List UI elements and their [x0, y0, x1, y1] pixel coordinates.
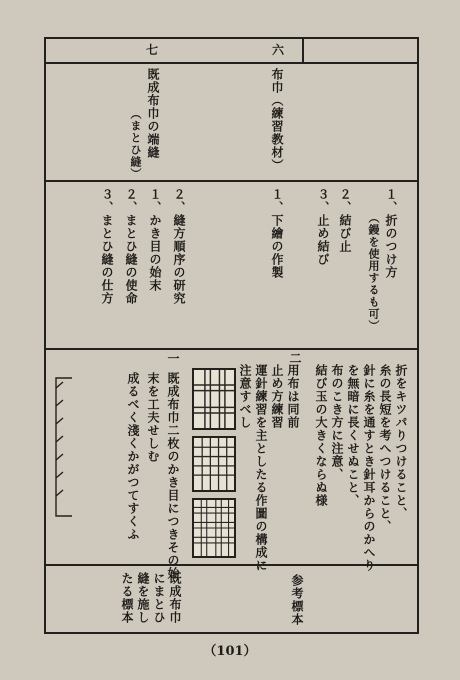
item-sewing-order: ２、縫方順序の研究: [172, 188, 186, 305]
note-line-3: 針に糸を通すとき針耳からのかへり: [362, 364, 376, 572]
note-edge-1: 既成布巾二枚のかき目につきその始: [166, 372, 180, 580]
note-line-6: 結び玉の大きくならぬ様: [314, 364, 328, 507]
note-line-5: 布のこき方に注意、: [330, 364, 344, 481]
header-divider: [302, 37, 304, 63]
header-rule: [44, 62, 419, 64]
item-stop-knot: ３、止め結び: [316, 188, 330, 266]
stitch-sample-3: [192, 498, 236, 558]
stitch-sample-1: [192, 368, 236, 430]
item-knot-stop: ２、結び止: [338, 188, 352, 253]
note-line-1: 折をキツパりつけること、: [394, 364, 408, 520]
item-fold: １、折のつけ方: [384, 188, 398, 279]
note-edge-3: 成るべく淺くかがつてすくふ: [126, 372, 140, 541]
column-seven-heading: 七: [146, 43, 159, 57]
item-whip-method: ３、まとひ縫の仕方: [100, 188, 114, 305]
seven-subtitle: （まとひ縫）: [129, 108, 142, 180]
standard-sample-2: にまとひ: [152, 572, 166, 624]
whip-stitch-diagram: [50, 372, 72, 522]
page-number: （101）: [203, 644, 257, 659]
item-edge-finish: １、かき目の始末: [148, 188, 162, 292]
note-running-stitch: 運針練習を主としたる作圖の構成に: [254, 364, 268, 572]
note-num-two: 二: [288, 352, 302, 365]
item-draft: １、下繪の作製: [270, 188, 284, 279]
note-attention: 注意すべし: [238, 364, 252, 429]
note-cloth: 用布は同前: [286, 364, 300, 429]
stitch-sample-2: [192, 436, 236, 492]
standard-sample-1: 既成布巾: [168, 572, 182, 624]
standard-sample-3: 縫を施し: [136, 572, 150, 624]
six-title: 布巾（練習教材）: [270, 68, 284, 172]
notes-rule: [44, 348, 419, 350]
note-line-2: 糸の長短を考へつけること、: [378, 364, 392, 533]
note-num-one: 一: [166, 352, 180, 365]
items-rule: [44, 180, 419, 182]
column-six-heading: 六: [272, 43, 285, 57]
note-stop-practice: 止め方練習: [270, 364, 284, 429]
seven-title: 既成布巾の端縫: [146, 68, 160, 159]
reference-sample-label: 参考標本: [290, 574, 304, 626]
item-whip-purpose: ２、まとひ縫の使命: [124, 188, 138, 305]
item-fold-note: （鏝を使用するも可）: [367, 212, 380, 332]
standard-sample-4: たる標本: [120, 572, 134, 624]
note-edge-2: 末を工夫せしむ: [146, 372, 160, 463]
note-line-4: を無暗に長くせぬこと、: [346, 364, 360, 507]
